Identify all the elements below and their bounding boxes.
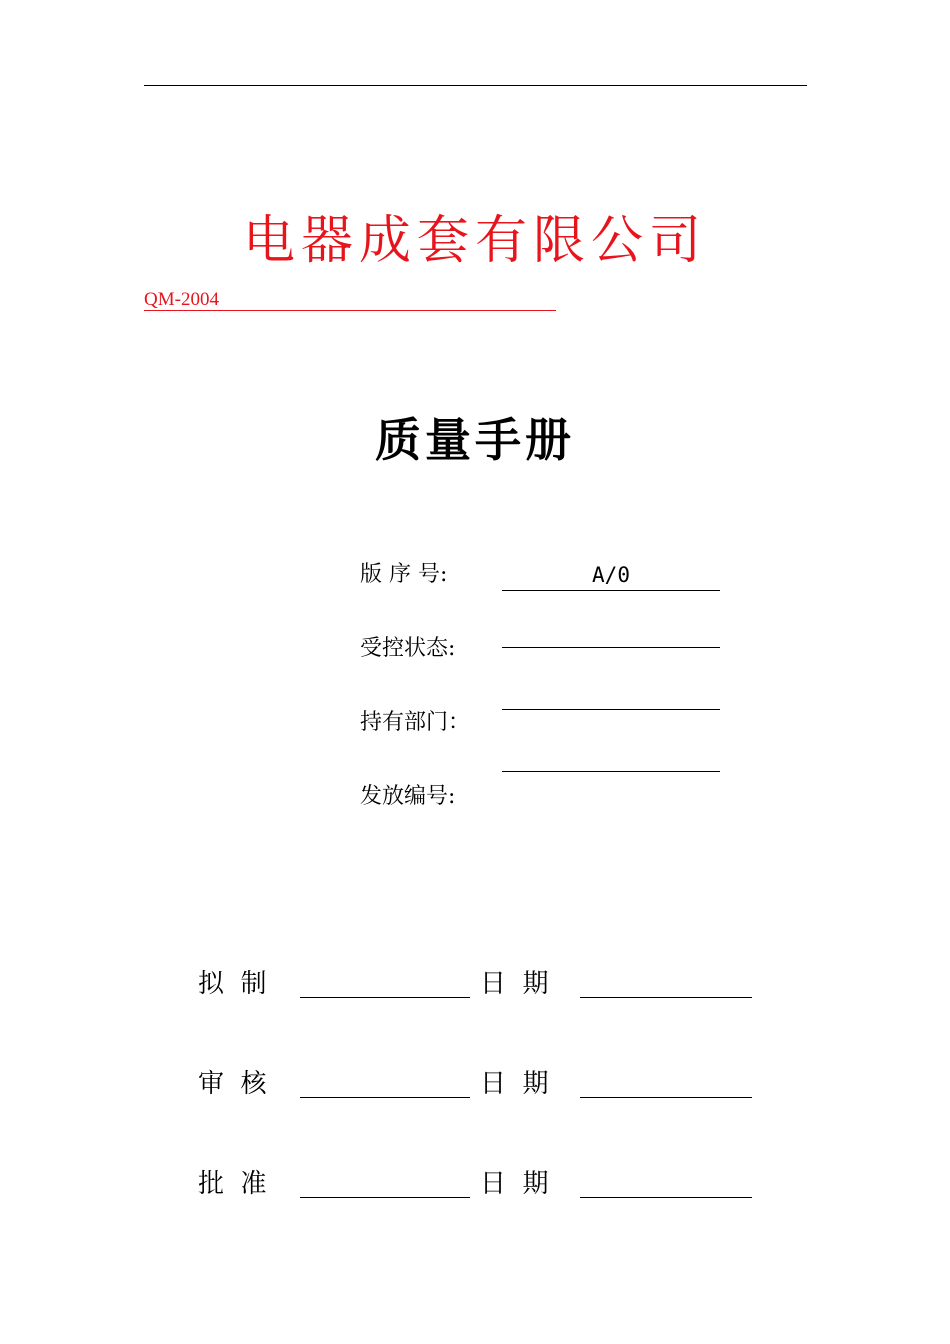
company-name: 电器成套有限公司 [242, 211, 707, 271]
holding-department-label: 持有部门： [360, 710, 471, 735]
control-status-field[interactable] [502, 647, 720, 648]
edition-value[interactable]: A/0 [592, 563, 630, 587]
review-date-line[interactable] [580, 1097, 752, 1098]
edition-label: 版 序 号: [360, 562, 448, 587]
holding-department-field[interactable] [502, 709, 720, 710]
issue-number-field[interactable] [502, 771, 720, 772]
control-status-label: 受控状态: [360, 636, 456, 661]
draft-date-line[interactable] [580, 997, 752, 998]
header-rule [144, 85, 807, 86]
approve-signature-line[interactable] [300, 1197, 470, 1198]
draft-signature-line[interactable] [300, 997, 470, 998]
review-label: 审 核 [198, 1069, 267, 1099]
edition-underline [502, 590, 720, 591]
approve-date-label: 日 期 [480, 1169, 549, 1199]
document-code: QM-2004 [144, 289, 556, 311]
approve-date-line[interactable] [580, 1197, 752, 1198]
signature-row-approve [198, 1168, 758, 1208]
draft-label: 拟 制 [198, 969, 267, 999]
approve-label: 批 准 [198, 1169, 267, 1199]
signature-row-review [198, 1068, 758, 1108]
draft-date-label: 日 期 [480, 969, 549, 999]
review-date-label: 日 期 [480, 1069, 549, 1099]
signature-row-draft [198, 968, 758, 1008]
review-signature-line[interactable] [300, 1097, 470, 1098]
issue-number-label: 发放编号: [360, 784, 456, 809]
manual-title: 质量手册 [375, 413, 575, 467]
